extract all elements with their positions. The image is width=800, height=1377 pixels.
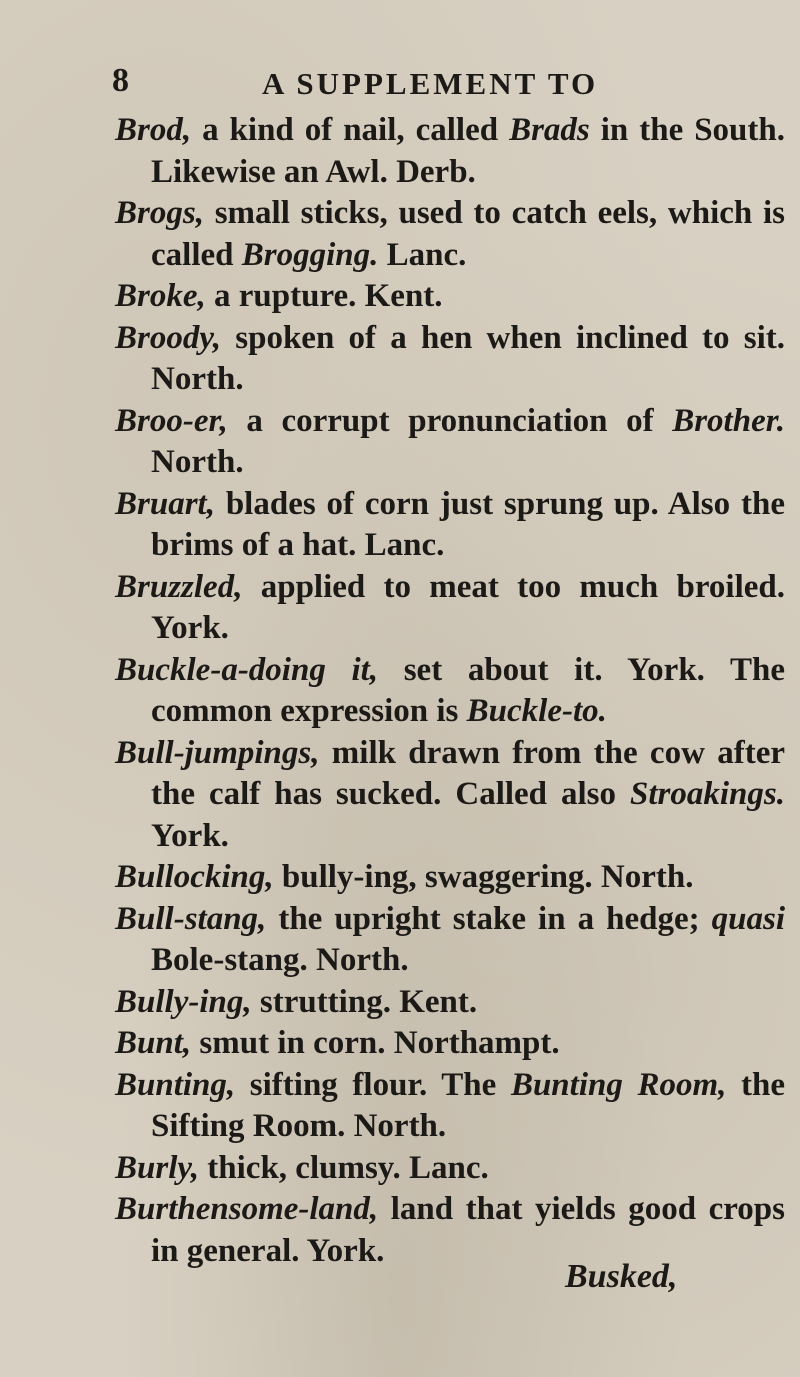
- glossary-entry: [115, 567, 785, 650]
- glossary-entries: [115, 110, 785, 1272]
- entry-definition: strutting. Kent.: [251, 983, 478, 1020]
- glossary-entry: [115, 318, 785, 401]
- running-title: A SUPPLEMENT TO: [262, 66, 599, 101]
- glossary-entry: [115, 276, 785, 318]
- glossary-entry: [115, 1023, 785, 1065]
- entry-definition: a corrupt pronunciation of: [227, 402, 673, 439]
- glossary-entry: [115, 982, 785, 1024]
- entry-headword: Bunt,: [115, 1025, 192, 1061]
- entry-headword: Bruzzled,: [115, 568, 243, 605]
- glossary-entry: [115, 650, 785, 733]
- glossary-entry: [115, 1189, 785, 1272]
- entry-emphasis: Brother.: [672, 402, 785, 439]
- entry-definition: a rupture. Kent.: [205, 278, 443, 314]
- entry-definition: sifting flour. The: [235, 1066, 511, 1103]
- entry-definition-cont: Bole-stang. North.: [151, 942, 409, 978]
- entry-headword: Brod,: [115, 112, 192, 148]
- entry-definition: applied to meat too much broiled. York.: [151, 568, 785, 646]
- glossary-entry: [115, 899, 785, 982]
- entry-emphasis: Buckle-to.: [466, 693, 607, 729]
- entry-definition: bully-ing, swaggering. North.: [273, 859, 694, 895]
- entry-headword: Bullocking,: [115, 859, 274, 895]
- running-head: [112, 62, 752, 106]
- glossary-entry: [115, 857, 785, 899]
- entry-definition: small sticks, used to catch eels, which is called: [151, 195, 785, 273]
- entry-definition: a kind of nail, called: [191, 112, 510, 148]
- entry-emphasis: Bunting Room,: [510, 1066, 727, 1103]
- entry-definition-cont: in the South. Likewise an Awl. Derb.: [151, 112, 786, 190]
- entry-headword: Buckle-a-doing it,: [115, 651, 379, 688]
- page-number: 8: [112, 62, 129, 99]
- entry-headword: Bruart,: [115, 485, 215, 522]
- entry-headword: Bull-stang,: [115, 900, 267, 937]
- entry-definition: blades of corn just sprung up. Also the brims of a hat. Lanc.: [151, 485, 785, 563]
- entry-definition: milk drawn from the cow after the calf has sucked. Called also: [151, 734, 785, 812]
- entry-definition-cont: York.: [151, 817, 229, 854]
- entry-emphasis: Stroakings.: [630, 776, 785, 812]
- entry-definition-cont: North.: [151, 444, 244, 480]
- entry-emphasis: quasi: [711, 900, 785, 937]
- catchword: Busked,: [565, 1258, 678, 1295]
- entry-headword: Bully-ing,: [115, 983, 252, 1020]
- entry-definition: the upright stake in a hedge;: [266, 900, 712, 937]
- glossary-entry: [115, 193, 785, 276]
- glossary-entry: [115, 110, 785, 193]
- entry-headword: Broody,: [115, 319, 222, 356]
- entry-emphasis: Brogging.: [241, 236, 379, 273]
- entry-headword: Burthensome-land,: [115, 1191, 379, 1227]
- entry-emphasis: Brads: [509, 112, 590, 148]
- entry-headword: Broke,: [115, 278, 206, 314]
- entry-headword: Bunting,: [115, 1066, 236, 1103]
- glossary-entry: [115, 1065, 785, 1148]
- entry-definition: smut in corn. Northampt.: [191, 1025, 560, 1061]
- glossary-entry: [115, 733, 785, 858]
- entry-definition-cont: the Sifting Room. North.: [151, 1066, 785, 1144]
- entry-definition: set about it. York. The common expression is: [151, 651, 785, 729]
- entry-headword: Bull-jumpings,: [115, 734, 320, 771]
- entry-headword: Broo-er,: [115, 402, 228, 439]
- glossary-entry: [115, 401, 785, 484]
- glossary-entry: [115, 484, 785, 567]
- entry-headword: Burly,: [115, 1149, 200, 1186]
- entry-headword: Brogs,: [115, 195, 204, 231]
- entry-definition-cont: Lanc.: [378, 236, 467, 273]
- glossary-entry: [115, 1148, 785, 1190]
- entry-definition: thick, clumsy. Lanc.: [199, 1149, 489, 1186]
- entry-definition: land that yields good crops in general. York.: [151, 1191, 785, 1269]
- entry-definition: spoken of a hen when inclined to sit. North.: [151, 319, 785, 397]
